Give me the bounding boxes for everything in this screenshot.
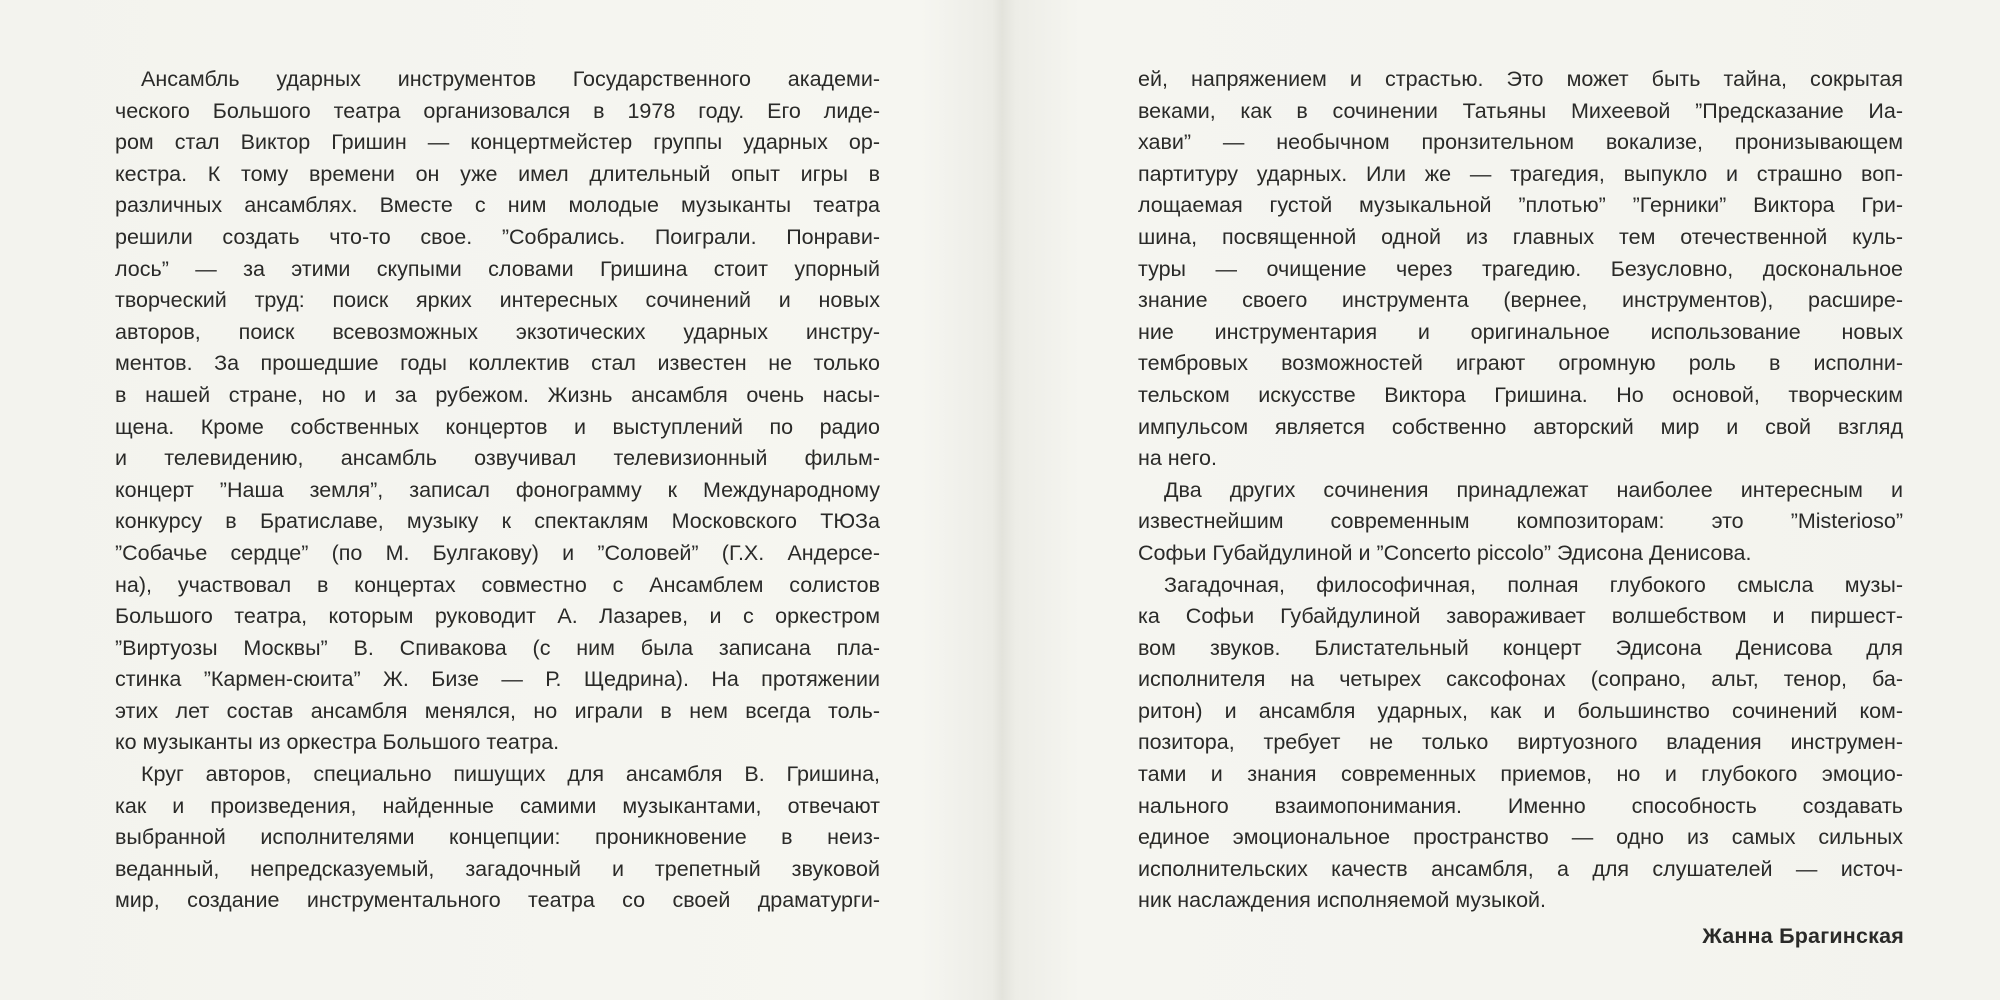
text-line: авторов, поиск всевозможных экзотических ударных инстру- bbox=[115, 319, 880, 344]
text-line: веданный, непредсказуемый, загадочный и трепетный звуковой bbox=[115, 856, 880, 881]
text-line: на него. bbox=[1138, 446, 1217, 471]
text-line: этих лет состав ансамбля менялся, но играли в нем всегда толь- bbox=[115, 698, 880, 723]
text-line: ка Софьи Губайдулиной завораживает волшебством и пиршест- bbox=[1138, 604, 1903, 629]
text-line: Софьи Губайдулиной и ”Concerto piccolo” Эдисона Денисова. bbox=[1138, 540, 1752, 565]
text-line: единое эмоциональное пространство — одно из самых сильных bbox=[1138, 825, 1903, 850]
text-line: ”Собачье сердце” (по М. Булгакову) и ”Соловей” (Г.Х. Андерсе- bbox=[115, 540, 880, 565]
text-line: различных ансамблях. Вместе с ним молодые музыканты театра bbox=[115, 193, 880, 218]
text-line: и телевидению, ансамбль озвучивал телевизионный фильм- bbox=[115, 446, 880, 471]
text-line: в нашей стране, но и за рубежом. Жизнь ансамбля очень насы- bbox=[115, 382, 880, 407]
text-line: творческий труд: поиск ярких интересных сочинений и новых bbox=[115, 288, 880, 313]
text-line: ”Виртуозы Москвы” В. Спивакова (с ним была записана пла- bbox=[115, 635, 880, 660]
text-line: ник наслаждения исполняемой музыкой. bbox=[1138, 888, 1547, 913]
text-line: нального взаимопонимания. Именно способность создавать bbox=[1138, 793, 1903, 818]
text-line: тельском искусстве Виктора Гришина. Но основой, творческим bbox=[1138, 382, 1903, 407]
text-line: Загадочная, философичная, полная глубокого смысла музы- bbox=[1164, 572, 1903, 597]
text-line: решили создать что-то свое. ”Собрались. Поиграли. Понрави- bbox=[115, 224, 880, 249]
text-line: ментов. За прошедшие годы коллектив стал известен не только bbox=[115, 351, 880, 376]
text-line: кестра. К тому времени он уже имел длительный опыт игры в bbox=[115, 161, 880, 186]
text-line: ром стал Виктор Гришин — концертмейстер группы ударных ор- bbox=[115, 130, 880, 155]
text-line: шина, посвященной одной из главных тем отечественной куль- bbox=[1138, 224, 1903, 249]
text-line: исполнителя на четырех саксофонах (сопрано, альт, тенор, ба- bbox=[1138, 667, 1903, 692]
text-line: хави” — необычном пронзительном вокализе, пронизывающем bbox=[1138, 130, 1903, 155]
text-line: партитуру ударных. Или же — трагедия, выпукло и страшно воп- bbox=[1138, 161, 1903, 186]
text-line: тами и знания современных приемов, но и глубокого эмоцио- bbox=[1138, 762, 1903, 787]
text-line: ритон) и ансамбля ударных, как и большинство сочинений ком- bbox=[1138, 698, 1903, 723]
text-line: лось” — за этими скупыми словами Гришина стоит упорный bbox=[115, 256, 880, 281]
text-line: лощаемая густой музыкальной ”плотью” ”Герники” Виктора Гри- bbox=[1138, 193, 1903, 218]
text-line: ко музыканты из оркестра Большого театра. bbox=[115, 730, 560, 755]
right-page bbox=[1000, 0, 2000, 1000]
text-line: на), участвовал в концертах совместно с Ансамблем солистов bbox=[115, 572, 880, 597]
text-line: знание своего инструмента (вернее, инструментов), расшире- bbox=[1138, 288, 1903, 313]
text-line: конкурсу в Братиславе, музыку к спектаклям Московского ТЮЗа bbox=[115, 509, 880, 534]
text-line: импульсом является собственно авторский мир и свой взгляд bbox=[1138, 414, 1903, 439]
text-line: тембровых возможностей играют огромную роль в исполни- bbox=[1138, 351, 1903, 376]
text-line: щена. Кроме собственных концертов и выступлений по радио bbox=[115, 414, 880, 439]
text-line: позитора, требует не только виртуозного владения инструмен- bbox=[1138, 730, 1903, 755]
text-line: концерт ”Наша земля”, записал фонограмму к Международному bbox=[115, 477, 880, 502]
text-line: стинка ”Кармен-сюита” Ж. Бизе — Р. Щедрина). На протяжении bbox=[115, 667, 880, 692]
text-line: Большого театра, которым руководит А. Лазарев, и с оркестром bbox=[115, 604, 880, 629]
text-line: ние инструментария и оригинальное использование новых bbox=[1138, 319, 1903, 344]
text-line: вом звуков. Блистательный концерт Эдисона Денисова для bbox=[1138, 635, 1903, 660]
text-line: Два других сочинения принадлежат наиболее интересным и bbox=[1164, 477, 1903, 502]
left-text-column bbox=[115, 64, 880, 917]
text-line: ей, напряжением и страстью. Это может быть тайна, сокрытая bbox=[1138, 67, 1903, 91]
text-line: туры — очищение через трагедию. Безусловно, доскональное bbox=[1138, 256, 1903, 281]
text-line: выбранной исполнителями концепции: проникновение в неиз- bbox=[115, 825, 880, 850]
text-line: исполнительских качеств ансамбля, а для слушателей — источ- bbox=[1138, 856, 1903, 881]
text-line: ческого Большого театра организовался в 1978 году. Его лиде- bbox=[115, 98, 880, 123]
text-line: Ансамбль ударных инструментов Государственного академи- bbox=[141, 67, 880, 91]
right-text-column bbox=[1138, 64, 1903, 917]
text-line: веками, как в сочинении Татьяны Михеевой ”Предсказание Иа- bbox=[1138, 98, 1903, 123]
author-signature: Жанна Брагинская bbox=[1702, 924, 1904, 948]
text-line: Круг авторов, специально пишущих для ансамбля В. Гришина, bbox=[141, 762, 880, 787]
text-line: известнейшим современным композиторам: это ”Misterioso” bbox=[1138, 509, 1903, 534]
text-line: мир, создание инструментального театра со своей драматурги- bbox=[115, 888, 880, 913]
text-line: как и произведения, найденные самими музыкантами, отвечают bbox=[115, 793, 880, 818]
